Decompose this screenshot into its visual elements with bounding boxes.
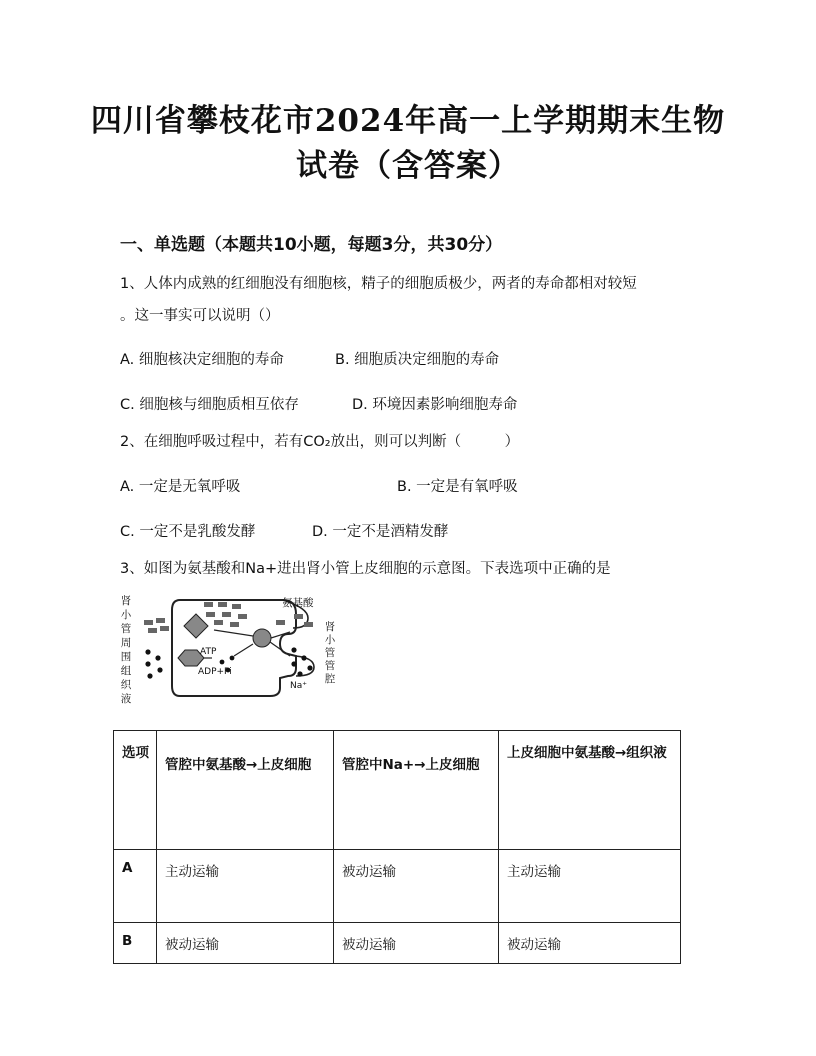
adp-label: ADP+Pi [198,667,232,677]
amino-acid-carrier-basal [184,614,208,638]
table-row [114,850,681,923]
answer-options-table [113,730,681,964]
question-1-option-d: D. 环境因素影响细胞寿命 [352,397,518,413]
table-cell: 被动运输 [334,923,499,964]
question-1-option-c: C. 细胞核与细胞质相互依存 [120,397,299,413]
table-cell: 被动运输 [499,923,681,964]
table-cell: 被动运输 [334,850,499,923]
question-1-option-a: A. 细胞核决定细胞的寿命 [120,352,284,368]
table-header-row [114,731,681,850]
amino-acid-label: 氨基酸 [282,597,314,609]
question-2-text: 2、在细胞呼吸过程中，若有CO₂放出，则可以判断（ ） [120,434,520,450]
table-header-cell: 管腔中氨基酸→上皮细胞 [157,731,334,850]
microvilli [283,600,314,676]
table-header-cell: 上皮细胞中氨基酸→组织液 [499,731,681,850]
atp-label: ATP [200,647,217,657]
question-2-option-a: A. 一定是无氧呼吸 [120,479,241,495]
apical-cotransporter [253,629,271,647]
table-header-cell: 管腔中Na+→上皮细胞 [334,731,499,850]
cell-membrane [172,600,296,696]
na-label: Na⁺ [290,681,307,691]
table-cell: 主动运输 [499,850,681,923]
kidney-tubule-cell-diagram [118,588,348,710]
table-cell: 主动运输 [157,850,334,923]
question-2-option-b: B. 一定是有氧呼吸 [397,479,518,495]
section-heading: 一、单选题（本题共10小题，每题3分，共30分） [120,235,503,255]
table-cell: 被动运输 [157,923,334,964]
diagram-left-label: 肾小管周围组织液 [120,595,132,705]
question-3-text: 3、如图为氨基酸和Na+进出肾小管上皮细胞的示意图。下表选项中正确的是 [120,561,611,577]
document-title-line1: 四川省攀枝花市2024年高一上学期期末生物 [90,103,726,139]
table-cell: A [114,850,157,923]
document-title-line2: 试卷（含答案） [296,148,520,184]
question-2-option-c: C. 一定不是乳酸发酵 [120,524,256,540]
transport-arrows [204,630,290,658]
question-2-option-d: D. 一定不是酒精发酵 [312,524,449,540]
question-1-text-line2: 。这一事实可以说明（） [120,308,280,324]
diagram-right-label: 肾小管管腔 [324,621,336,685]
question-1-option-b: B. 细胞质决定细胞的寿命 [335,352,500,368]
table-row [114,923,681,964]
table-cell: B [114,923,157,964]
question-1-text-line1: 1、人体内成熟的红细胞没有细胞核，精子的细胞质极少，两者的寿命都相对较短 [120,276,637,292]
table-header-cell: 选项 [114,731,157,850]
